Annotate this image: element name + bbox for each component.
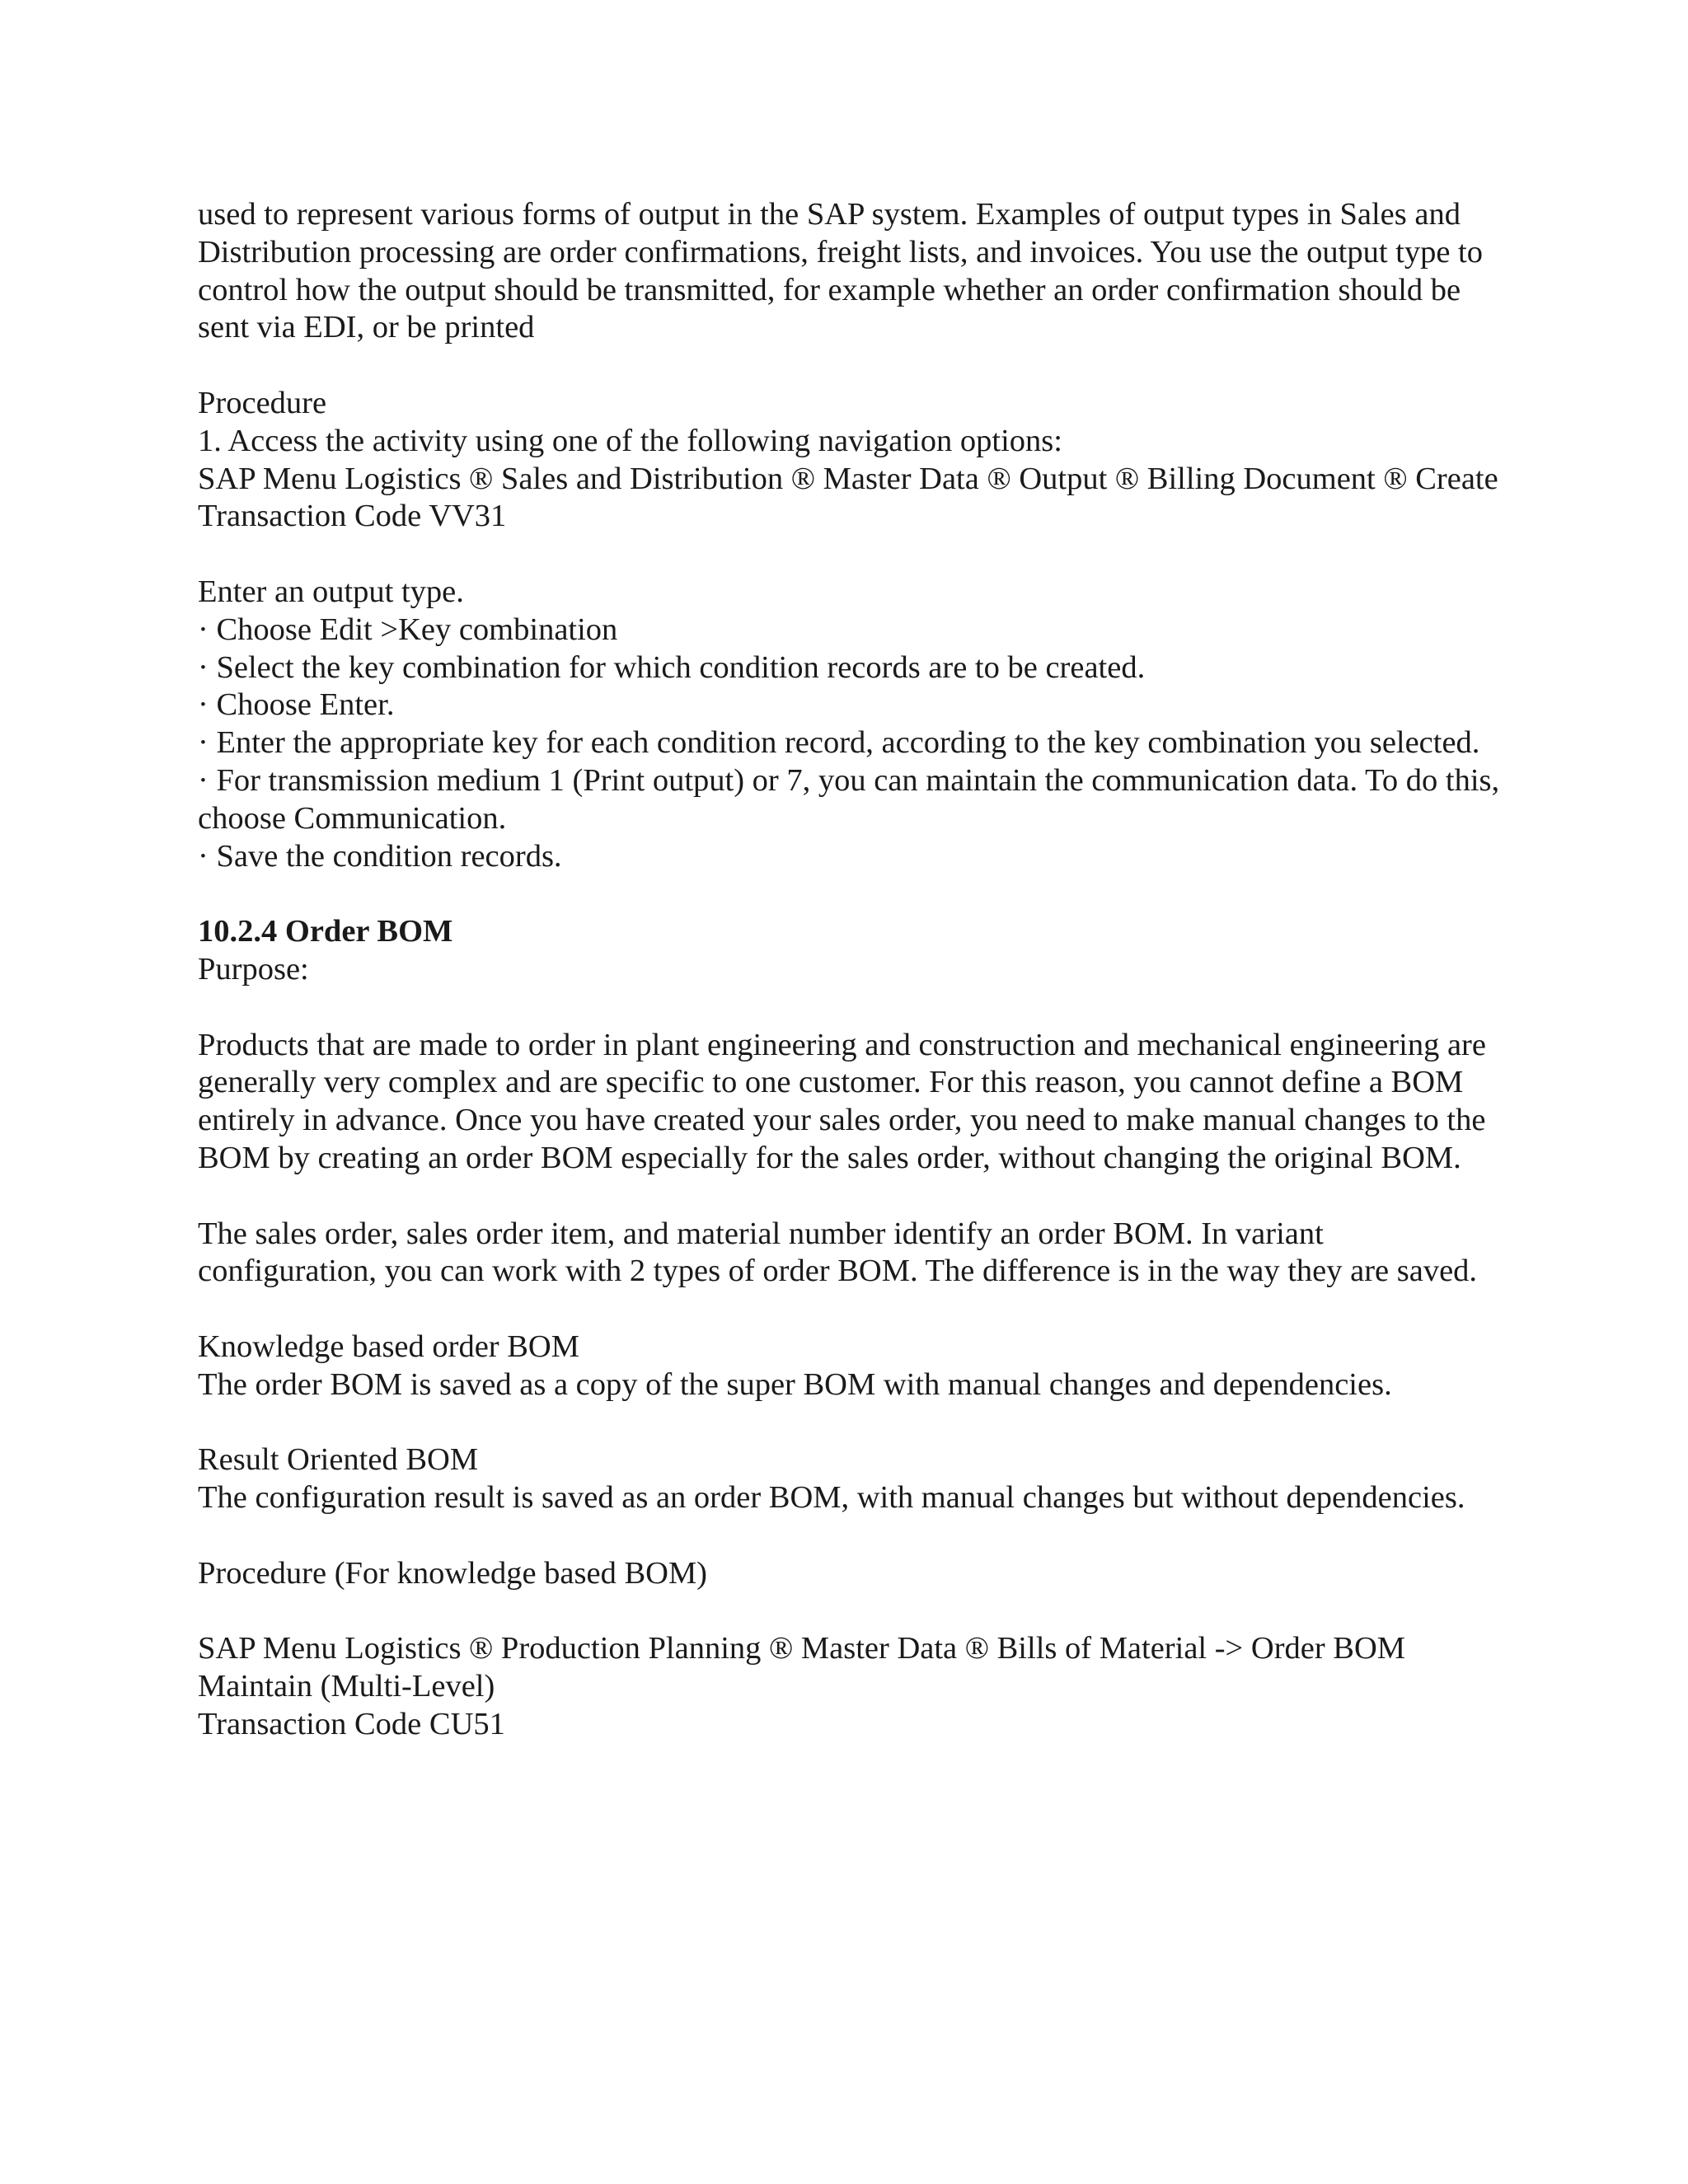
spacer (198, 989, 1500, 1027)
spacer (198, 1291, 1500, 1329)
spacer (198, 347, 1500, 385)
knowledge-based-text: The order BOM is saved as a copy of the super BOM with manual changes and dependencies. (198, 1366, 1392, 1402)
spacer (198, 875, 1500, 913)
purpose-paragraph-2: The sales order, sales order item, and material number identify an order BOM. In variant configuration, you can work with 2 types of order BOM. The difference is in the way they are saved. (198, 1216, 1478, 1289)
list-item: · For transmission medium 1 (Print output) or 7, you can maintain the communication data. To do this, choose Communication. (198, 762, 1500, 836)
list-item: · Enter the appropriate key for each condition record, according to the key combination you selected. (198, 725, 1480, 761)
menu-path-order-bom: SAP Menu Logistics ® Production Planning ® Master Data ® Bills of Material -> Order BOM Maintain (Multi-Level) (198, 1631, 1406, 1704)
purpose-paragraph-1: Products that are made to order in plant engineering and construction and mechanical engineering are generally very complex and are specific to one customer. For this reason, you cannot define a BOM entirely in advance. Once you have created your sales order, you need to make manual changes to the BOM by creating an order BOM especially for the sales order, without changing the original BOM. (198, 1027, 1486, 1175)
spacer (198, 1178, 1500, 1216)
knowledge-based-heading: Knowledge based order BOM (198, 1329, 579, 1364)
spacer (198, 1517, 1500, 1555)
purpose-label: Purpose: (198, 951, 309, 987)
menu-path-billing: SAP Menu Logistics ® Sales and Distribution ® Master Data ® Output ® Billing Document ® Create (198, 461, 1498, 496)
transaction-code-vv31: Transaction Code VV31 (198, 499, 507, 534)
list-item: · Save the condition records. (198, 838, 562, 874)
result-oriented-text: The configuration result is saved as an order BOM, with manual changes but without dependencies. (198, 1480, 1465, 1516)
spacer (198, 536, 1500, 574)
list-item: · Choose Edit >Key combination (198, 612, 618, 647)
spacer (198, 1404, 1500, 1442)
steps-intro: Enter an output type. (198, 574, 464, 609)
spacer (198, 1592, 1500, 1630)
intro-paragraph: used to represent various forms of output in the SAP system. Examples of output types in Sales and Distribution processing are order confirmations, freight lists, and invoices. You use the output type to control how the output should be transmitted, for example whether an order confirmation should be sent via EDI, or be printed (198, 197, 1484, 345)
page-content (198, 196, 1500, 1744)
result-oriented-heading: Result Oriented BOM (198, 1442, 479, 1478)
procedure-heading: Procedure (198, 385, 327, 420)
procedure-step-1: 1. Access the activity using one of the following navigation options: (198, 423, 1062, 458)
list-item: · Choose Enter. (198, 687, 395, 723)
procedure-kb-heading: Procedure (For knowledge based BOM) (198, 1555, 707, 1591)
transaction-code-cu51: Transaction Code CU51 (198, 1706, 505, 1741)
list-item: · Select the key combination for which condition records are to be created. (198, 649, 1146, 685)
section-title: 10.2.4 Order BOM (198, 914, 453, 949)
